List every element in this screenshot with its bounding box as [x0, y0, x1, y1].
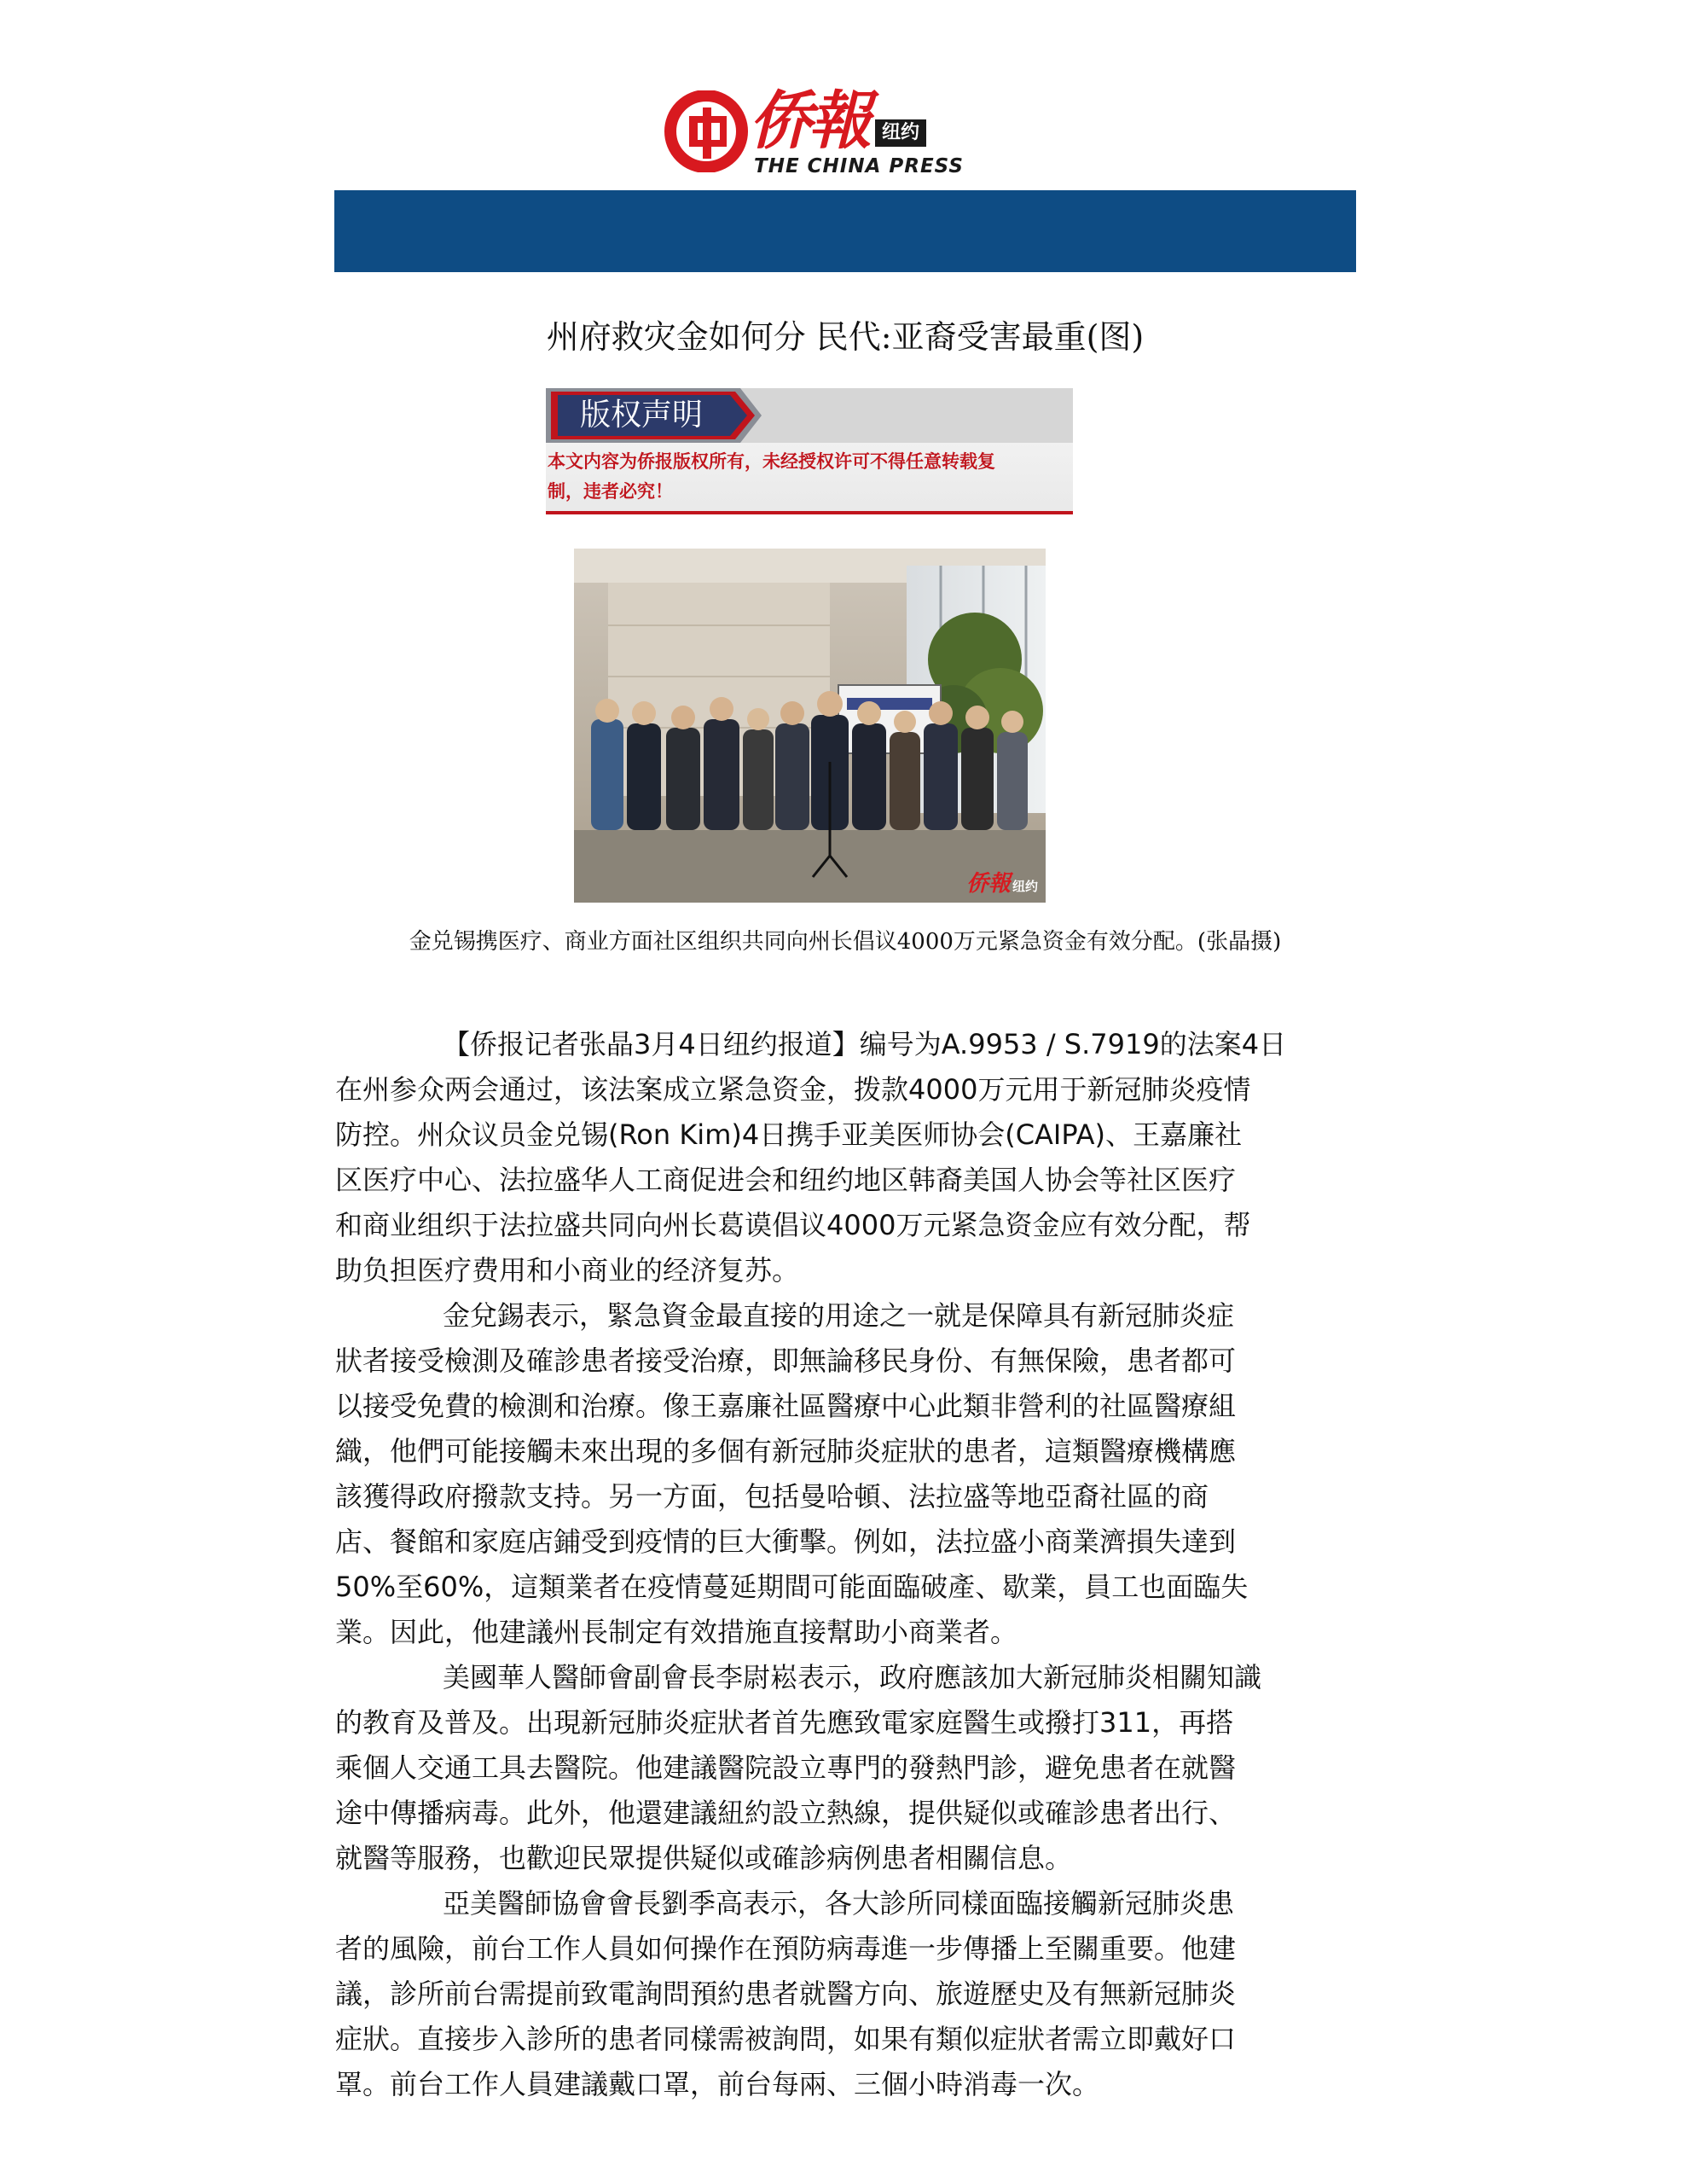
article-line: 途中傳播病毒。此外，他還建議紐約設立熱線，提供疑似或確診患者出行、	[335, 1797, 1237, 1829]
article-line: 和商业组织于法拉盛共同向州长葛谟倡议4000万元紧急资金应有效分配，帮	[335, 1209, 1251, 1241]
article-line: 在州参众两会通过，该法案成立紧急资金，拨款4000万元用于新冠肺炎疫情	[335, 1073, 1251, 1106]
article-line: 狀者接受檢測及確診患者接受治療，即無論移民身份、有無保險，患者都可	[335, 1345, 1237, 1377]
masthead-logo	[664, 84, 964, 179]
photo-watermark-tag: 纽约	[1012, 879, 1039, 894]
article-line: 織，他們可能接觸未來出現的多個有新冠肺炎症狀的患者，這類醫療機構應	[335, 1435, 1237, 1467]
logo-chinese-name: 侨報	[749, 84, 868, 158]
copyright-text-line: 制，违者必究！	[548, 480, 673, 502]
article-paragraph	[335, 1293, 1346, 1655]
china-press-logo-icon	[664, 90, 749, 172]
article-line: 該獲得政府撥款支持。另一方面，包括曼哈頓、法拉盛等地亞裔社區的商	[335, 1480, 1209, 1513]
article-line: 金兌錫表示，緊急資金最直接的用途之一就是保障具有新冠肺炎症	[443, 1299, 1235, 1332]
article-line: 美國華人醫師會副會長李尉崧表示，政府應該加大新冠肺炎相關知識	[443, 1661, 1262, 1693]
article-photo	[574, 549, 1046, 903]
article-line: 50%至60%，這類業者在疫情蔓延期間可能面臨破產、歇業，員工也面臨失	[335, 1571, 1249, 1603]
article-line: 亞美醫師協會會長劉季高表示，各大診所同樣面臨接觸新冠肺炎患	[443, 1887, 1235, 1920]
photo-watermark-brand: 侨報	[966, 871, 1012, 897]
copyright-notice	[546, 388, 1073, 514]
article-line: 【侨报记者张晶3月4日纽约报道】编号为A.9953 / S.7919的法案4日	[443, 1028, 1287, 1060]
article-line: 罩。前台工作人員建議戴口罩，前台每兩、三個小時消毒一次。	[335, 2068, 1100, 2100]
copyright-text	[548, 446, 1059, 506]
article-line: 区医疗中心、法拉盛华人工商促进会和纽约地区韩裔美国人协会等社区医疗	[335, 1164, 1237, 1196]
article-line: 議，診所前台需提前致電詢問預約患者就醫方向、旅遊歷史及有無新冠肺炎	[335, 1978, 1237, 2010]
article-line: 店、餐館和家庭店鋪受到疫情的巨大衝擊。例如，法拉盛小商業濟損失達到	[335, 1525, 1237, 1558]
article-body	[335, 1022, 1346, 2107]
article-line: 症狀。直接步入診所的患者同樣需被詢問，如果有類似症狀者需立即戴好口	[335, 2023, 1237, 2055]
article-line: 業。因此，他建議州長制定有效措施直接幫助小商業者。	[335, 1616, 1018, 1648]
article-line: 防控。州众议员金兑锡(Ron Kim)4日携手亚美医师协会(CAIPA)、王嘉廉社	[335, 1118, 1242, 1151]
logo-english-name: THE CHINA PRESS	[754, 155, 964, 177]
article-paragraph	[335, 1655, 1346, 1881]
logo-city-tag: 纽约	[875, 119, 926, 147]
article-line: 以接受免費的檢測和治療。像王嘉廉社區醫療中心此類非營利的社區醫療組	[335, 1390, 1237, 1422]
copyright-title: 版权声明	[580, 398, 704, 433]
photo-caption: 金兑锡携医疗、商业方面社区组织共同向州长倡议4000万元紧急资金有效分配。(张晶摄)	[409, 929, 1282, 955]
copyright-badge	[546, 388, 762, 443]
copyright-text-line: 本文内容为侨报版权所有，未经授权许可不得任意转载复	[548, 450, 995, 472]
article-line: 就醫等服務，也歡迎民眾提供疑似或確診病例患者相關信息。	[335, 1842, 1073, 1874]
article-line: 助负担医疗费用和小商业的经济复苏。	[335, 1254, 800, 1287]
header-banner	[334, 190, 1356, 272]
article-line: 者的風險，前台工作人員如何操作在預防病毒進一步傳播上至關重要。他建	[335, 1932, 1237, 1965]
article-headline: 州府救灾金如何分 民代:亚裔受害最重(图)	[546, 318, 1145, 356]
photo-watermark	[966, 866, 1038, 897]
article-paragraph	[335, 1022, 1346, 1293]
article-line: 的教育及普及。出現新冠肺炎症狀者首先應致電家庭醫生或撥打311，再搭	[335, 1706, 1234, 1739]
copyright-underline	[546, 511, 1073, 514]
article-line: 乘個人交通工具去醫院。他建議醫院設立專門的發熱門診，避免患者在就醫	[335, 1751, 1237, 1784]
article-paragraph	[335, 1881, 1346, 2107]
